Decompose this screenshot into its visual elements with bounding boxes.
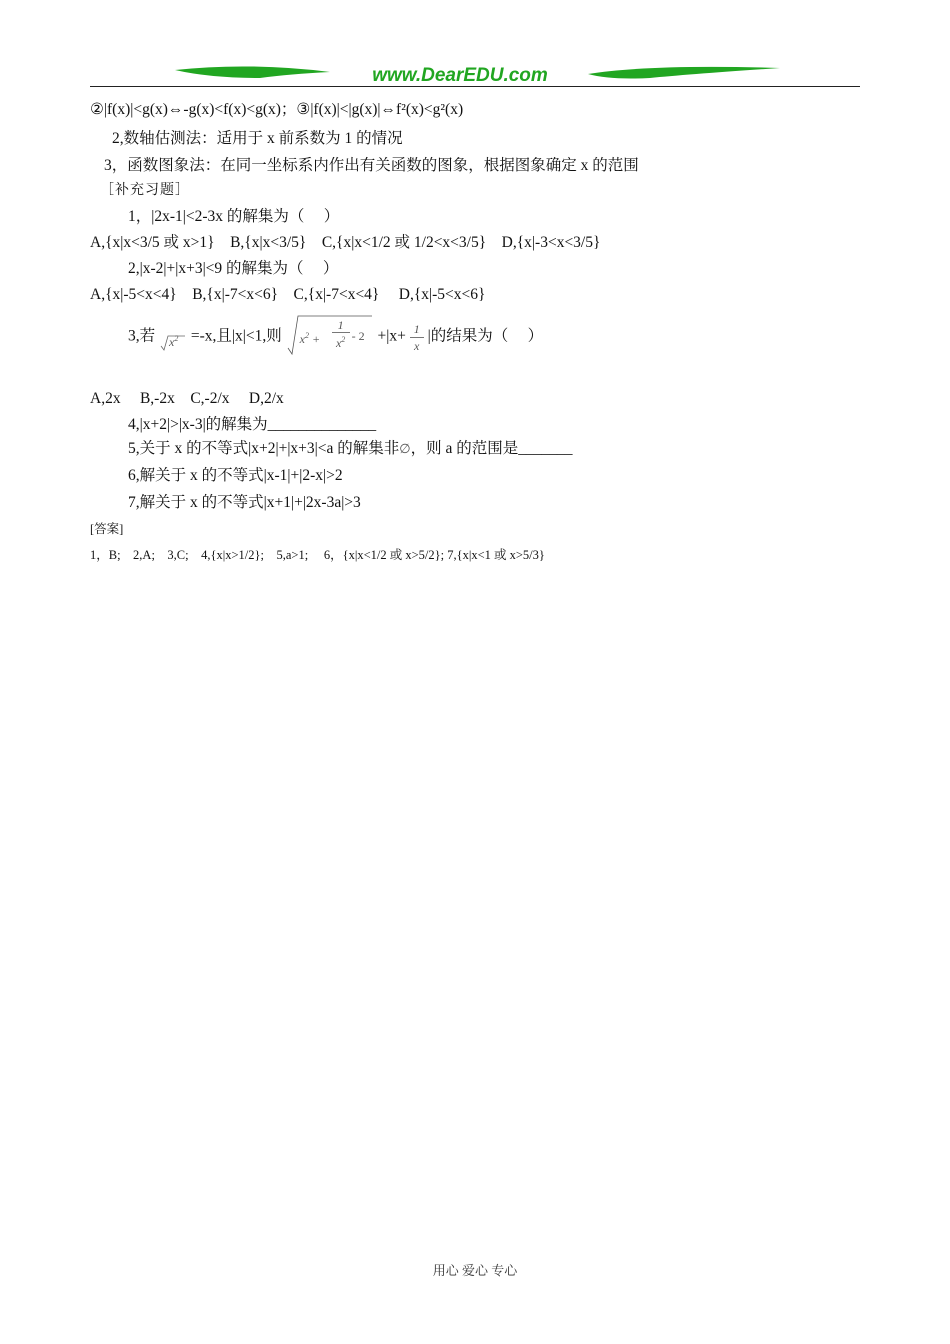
fraction-one-over-x2: 1 $x^2$ [332, 318, 350, 350]
sqrt-sum-expression: $x^2$ + 1 $x^2$ - 2 [286, 312, 374, 362]
question-5-part-a: 5,关于 x 的不等式|x+2|+|x+3|<a 的解集非 [128, 440, 400, 457]
question-4: 4,|x+2|>|x-3|的解集为______________ [128, 416, 377, 433]
theory-line-1: ②|f(x)|<g(x)⇔-g(x)<f(x)<g(x)；③|f(x)|<|g(x)|⇔f²(x)<g²(x) [90, 101, 464, 118]
answers-label: [答案] [90, 522, 124, 536]
fraction-numerator: 1 [332, 318, 350, 333]
question-3-plus: +|x+ [377, 327, 406, 345]
question-3-prefix: 3,若 [128, 327, 156, 345]
question-3-options: A,2x B,-2x C,-2/x D,2/x [90, 390, 284, 407]
question-2-options: A,{x|-5<x<4} B,{x|-7<x<6} C,{x|-7<x<4} D,{x|-5<x<6} [90, 286, 486, 303]
page-footer: 用心 爱心 专心 [432, 1263, 518, 1278]
theory-line-3: 3，函数图象法：在同一坐标系内作出有关函数的图象，根据图象确定 x 的范围 [104, 157, 639, 174]
question-3 [128, 312, 543, 372]
minus-two: - 2 [351, 329, 365, 343]
theory-line-2: 2,数轴估测法：适用于 x 前系数为 1 的情况 [112, 130, 403, 147]
fraction-denominator: x [335, 336, 342, 350]
section-label: ［补充习题］ [100, 183, 190, 198]
fraction-one-over-x [410, 315, 424, 359]
question-1: 1，|2x-1|<2-3x 的解集为（ ） [128, 208, 340, 225]
fraction-1-numerator: 1 [410, 321, 424, 338]
sqrt-x-var: x [169, 335, 175, 349]
answers-text: 1，B; 2,A; 3,C; 4,{x|x>1/2}; 5,a>1; 6，{x|x<1/2 或 x>5/2}; 7,{x|x<1 或 x>5/3} [90, 548, 545, 562]
question-3-middle: =-x,且|x|<1,则 [190, 327, 282, 345]
fraction-1-denominator: x [414, 339, 420, 353]
question-5-part-b: ，则 a 的范围是_______ [410, 440, 573, 457]
sum-x-var: x [299, 332, 305, 346]
question-6: 6,解关于 x 的不等式|x-1|+|2-x|>2 [128, 467, 343, 484]
header-rule [90, 86, 860, 87]
sqrt-x2-expression: $x^2$ [159, 322, 187, 352]
empty-set-symbol: ∅ [399, 441, 411, 456]
question-3-suffix: |的结果为（ ） [427, 327, 544, 345]
site-header [90, 60, 860, 90]
question-5 [128, 439, 572, 459]
question-1-options: A,{x|x<3/5 或 x>1} B,{x|x<3/5} C,{x|x<1/2 或 1/2<x<3/5} D,{x|-3<x<3/5} [90, 234, 601, 251]
question-2: 2,|x-2|+|x+3|<9 的解集为（ ） [128, 260, 339, 277]
question-7: 7,解关于 x 的不等式|x+1|+|2x-3a|>3 [128, 494, 361, 511]
site-logo-text: www.DearEDU.com [372, 65, 548, 86]
